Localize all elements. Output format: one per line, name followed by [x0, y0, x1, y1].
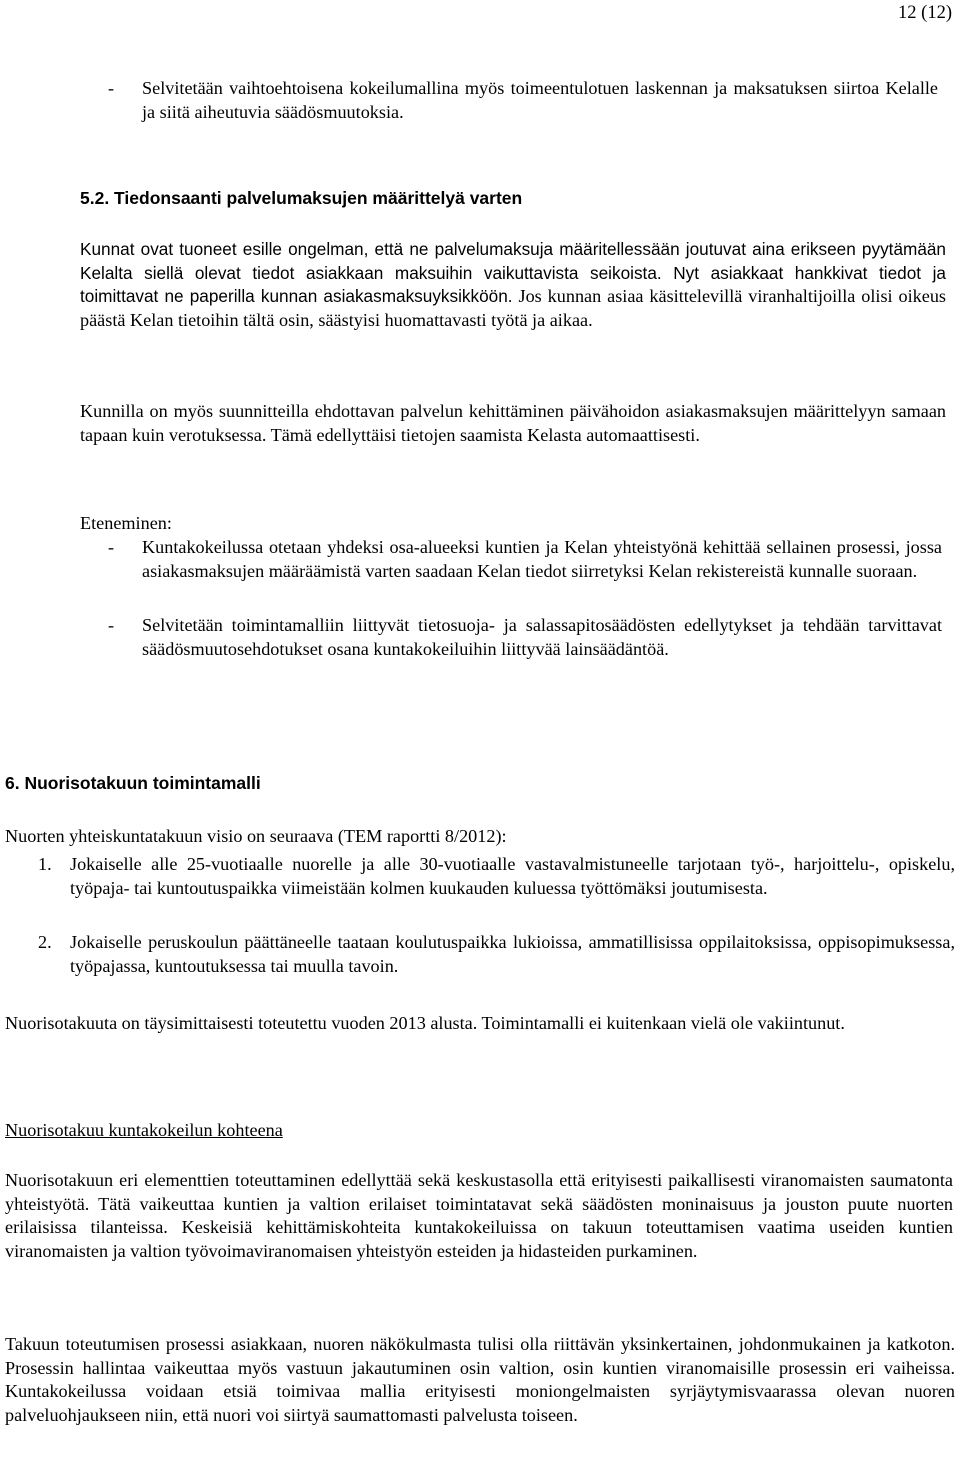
vision-item — [0, 853, 955, 900]
bullet-dash: - — [108, 537, 115, 557]
vision-item — [0, 931, 955, 978]
vision-item-text: Jokaiselle alle 25-vuotiaalle nuorelle ja alle 30-vuotiaalle vastavalmistuneelle tarjotaan työ-, harjoittelu-, opiskelu, työpaja- tai kuntoutuspaikka viimeistään kolmen kuukauden kuluessa työttömäksi joutumisesta. — [70, 854, 955, 898]
paragraph-1-serif-part: Jos kunnan asiaa käsittelevillä viranhaltijoilla olisi oikeus päästä Kelan tietoihin tältä osin, säästyisi huomattavasti työtä ja aikaa. — [80, 286, 947, 330]
vision-item-number: 1. — [38, 854, 52, 874]
vision-intro: Nuorten yhteiskuntatakuun visio on seuraava (TEM raportti 8/2012): — [5, 826, 507, 846]
bullet-dash: - — [108, 78, 115, 98]
paragraph-1-sans-part: Kunnat ovat tuoneet esille ongelman, että ne palvelumaksuja määritellessään joutuvat aina erikseen pyytämään Kelalta siellä olevat tiedot asiakkaan maksuihin vaikuttavista seikoista. Nyt asiakkaat hankkivat tiedot ja toimittavat ne paperilla kunnan asiakasmaksuyksikköön. — [80, 239, 946, 307]
nuorisotakuu-paragraph-b: Takuun toteutumisen prosessi asiakkaan, nuoren näkökulmasta tulisi olla riittävän yksinkertainen, johdonmukainen ja katkoton. Prosessin hallintaa vaikeuttaa myös vastuun jakautuminen osin valtion, osin kuntien viranomaisille prosessin eri vaiheissa. Kuntakokeilussa voidaan etsiä toimivaa mallia erityisesti moniongelmaisten syrjäytymisvaarassa olevan nuoren palveluohjaukseen niin, että nuori voi siirtyä saumattomasti palvelusta toiseen. — [5, 1334, 955, 1425]
nuorisotakuu-paragraph-a: Nuorisotakuun eri elementtien toteuttaminen edellyttää sekä keskustasolla että erityisesti paikallisesti viranomaisten saumatonta yhteistyötä. Tätä vaikeuttaa kuntien ja valtion erilaiset toimintatavat sekä säädösten moninaisuus ja jouston puute nuorten erilaisissa tilanteissa. Keskeisiä kehittämiskohteita kuntakokeiluissa on takuun toteuttamisen vaatima useiden kuntien viranomaisten ja valtion työvoimaviranomaisen yhteistyön esteiden ja hidasteiden purkaminen. — [5, 1170, 953, 1261]
intro-bullet — [108, 77, 938, 124]
bullet-dash: - — [108, 615, 115, 635]
progress-label: Eteneminen: — [80, 513, 172, 533]
kuntakokeilu-subheading: Nuorisotakuu kuntakokeilun kohteena — [5, 1120, 283, 1140]
progress-item-text: Kuntakokeilussa otetaan yhdeksi osa-alueeksi kuntien ja Kelan yhteistyönä kehittää sellainen prosessi, jossa asiakasmaksujen määräämistä varten saadaan Kelan tiedot siirretyksi Kelan rekistereistä kunnalle suoraan. — [142, 537, 942, 581]
section-5-2-paragraph-1 — [80, 238, 946, 332]
progress-item — [108, 614, 942, 661]
section-5-2-heading: 5.2. Tiedonsaanti palvelumaksujen määrittelyä varten — [80, 188, 523, 208]
vision-item-text: Jokaiselle peruskoulun päättäneelle taataan koulutuspaikka lukioissa, ammatillisissa oppilaitoksissa, oppisopimuksessa, työpajassa, kuntoutuksessa tai muulla tavoin. — [70, 932, 955, 976]
implementation-status: Nuorisotakuuta on täysimittaisesti toteutettu vuoden 2013 alusta. Toimintamalli ei kuitenkaan vielä ole vakiintunut. — [5, 1013, 845, 1033]
vision-item-number: 2. — [38, 932, 52, 952]
section-6-title: Nuorisotakuun toimintamalli — [24, 773, 261, 793]
section-6-heading — [5, 772, 955, 796]
section-5-2-paragraph-2: Kunnilla on myös suunnitteilla ehdottavan palvelun kehittäminen päivähoidon asiakasmaksujen määrittelyyn samaan tapaan kuin verotuksessa. Tämä edellyttäisi tietojen saamista Kelasta automaattisesti. — [80, 401, 946, 445]
section-6-number: 6. — [5, 773, 20, 793]
page-number: 12 (12) — [898, 3, 952, 23]
progress-item-text: Selvitetään toimintamalliin liittyvät tietosuoja- ja salassapitosäädösten edellytykset ja tehdään tarvittavat säädösmuutosehdotukset osana kuntakokeiluihin liittyvää lainsäädäntöä. — [142, 615, 942, 659]
progress-item — [108, 536, 942, 583]
intro-bullet-text: Selvitetään vaihtoehtoisena kokeilumallina myös toimeentulotuen laskennan ja maksatuksen siirtoa Kelalle ja siitä aiheutuvia säädösmuutoksia. — [142, 78, 938, 122]
